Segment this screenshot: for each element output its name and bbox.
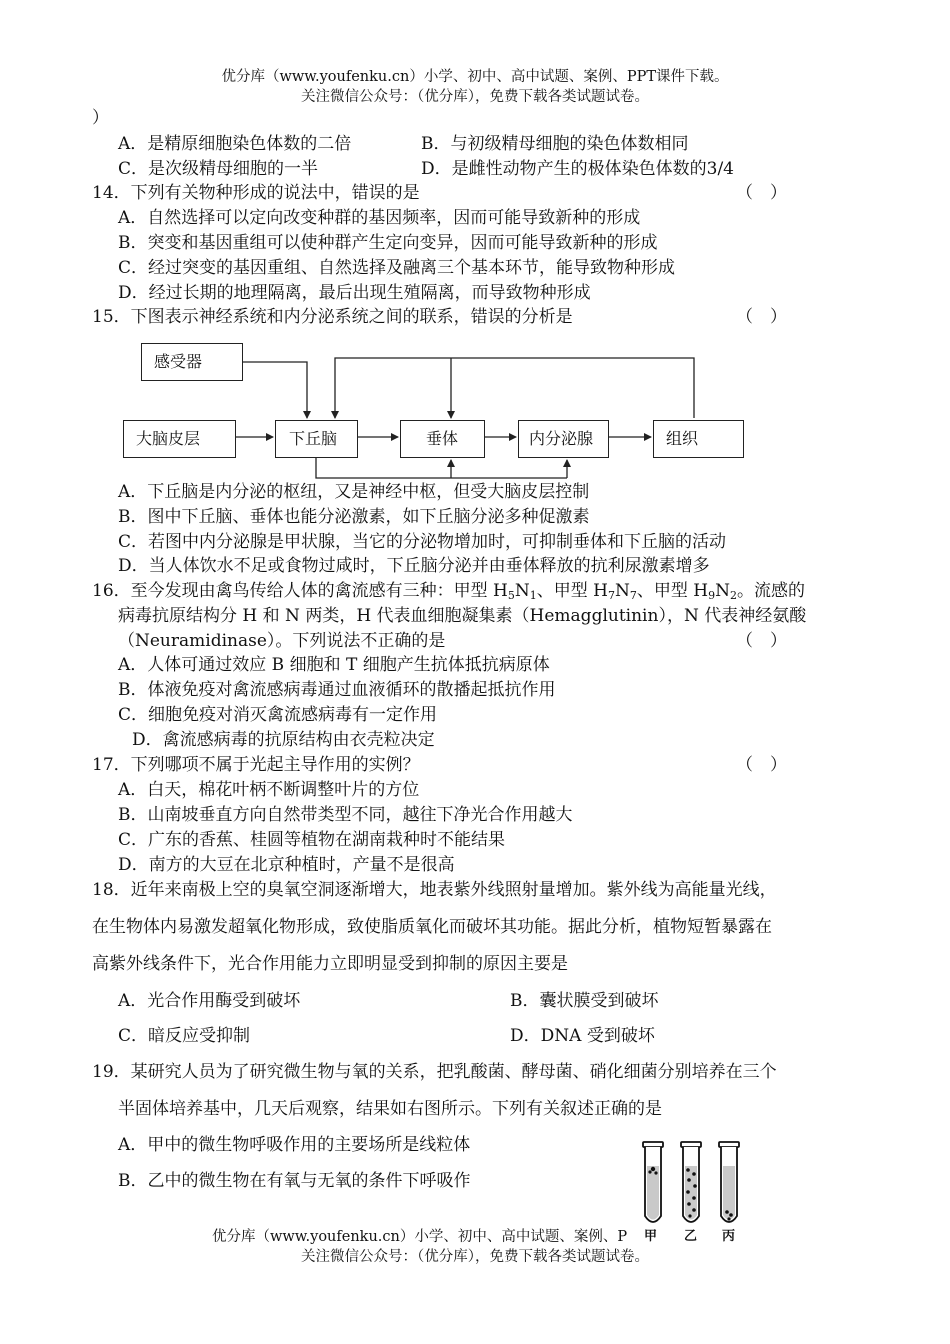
box-pituitary: 垂体 [400,420,485,458]
q15-option-d: D．当人体饮水不足或食物过咸时，下丘脑分泌并由垂体释放的抗利尿激素增多 [118,556,710,576]
q15-answer-paren: （ ） [736,307,787,327]
q14-option-a: A．自然选择可以定向改变种群的基因频率，因而可能导致新种的形成 [118,208,641,228]
q18-option-d: D．DNA 受到破坏 [510,1026,655,1046]
box-tissue: 组织 [653,420,744,458]
q18-stem-line-2: 在生物体内易激发超氧化物形成，致使脂质氧化而破坏其功能。据此分析，植物短暂暴露在 [92,917,772,937]
q16-option-b: B．体液免疫对禽流感病毒通过血液循环的散播起抵抗作用 [118,680,556,700]
q17-option-a: A．白天，棉花叶柄不断调整叶片的方位 [118,780,420,800]
q15-option-c: C．若图中内分泌腺是甲状腺，当它的分泌物增加时，可抑制垂体和下丘脑的活动 [118,532,727,552]
q18-option-a: A．光合作用酶受到破坏 [118,991,301,1011]
q19-option-a: A．甲中的微生物呼吸作用的主要场所是线粒体 [118,1135,471,1155]
q17-answer-paren: （ ） [736,755,787,775]
q18-option-b: B．囊状膜受到破坏 [510,991,659,1011]
q14-answer-paren: （ ） [736,183,787,203]
q15-option-b: B．图中下丘脑、垂体也能分泌激素，如下丘脑分泌多种促激素 [118,507,590,527]
q19-stem-line-2: 半固体培养基中，几天后观察，结果如右图所示。下列有关叙述正确的是 [118,1099,662,1119]
q17-option-c: C．广东的香蕉、桂圆等植物在湖南栽种时不能结果 [118,830,506,850]
q13-option-c: C．是次级精母细胞的一半 [118,159,319,179]
q15-stem: 15．下图表示神经系统和内分泌系统之间的联系，错误的分析是 [92,307,573,327]
q17-stem: 17．下列哪项不属于光起主导作用的实例？ [92,755,420,775]
q16-option-d: D．禽流感病毒的抗原结构由衣壳粒决定 [132,730,435,750]
box-hypothalamus: 下丘脑 [275,420,358,458]
tube-jia-rim [643,1142,663,1147]
q13-option-d: D．是雌性动物产生的极体染色体数的3/4 [421,159,734,179]
q17-option-d: D．南方的大豆在北京种植时，产量不是很高 [118,855,455,875]
q13-option-b: B．与初级精母细胞的染色体数相同 [421,134,689,154]
q15-diagram-arrows [0,0,950,490]
q19-test-tube-figure [632,1136,752,1246]
q14-option-d: D．经过长期的地理隔离，最后出现生殖隔离，而导致物种形成 [118,283,591,303]
footer-line-2: 关注微信公众号：（优分库），免费下载各类试题试卷。 [301,1249,649,1265]
box-endocrine-gland: 内分泌腺 [518,420,609,458]
feedback-line-bottom [316,456,567,478]
box-receptor: 感受器 [141,343,243,381]
tube-yi-rim [681,1142,701,1147]
q16-stem-line-2: 病毒抗原结构分 H 和 N 两类，H 代表血细胞凝集素（Hemagglutinin），N 代表神经氨酸 [118,606,807,626]
q18-stem-line-3: 高紫外线条件下，光合作用能力立即明显受到抑制的原因主要是 [92,954,568,974]
q15-option-a: A．下丘脑是内分泌的枢纽，又是神经中枢，但受大脑皮层控制 [118,482,590,502]
q13-option-a: A．是精原细胞染色体数的二倍 [118,134,352,154]
tube-label-jia: 甲 [644,1229,658,1244]
header-line-1: 优分库（www.youfenku.cn）小学、初中、高中试题、案例、PPT课件下载。 [221,69,729,85]
q19-stem-line-1: 19．某研究人员为了研究微生物与氧的关系，把乳酸菌、酵母菌、硝化细菌分别培养在三个 [92,1062,777,1082]
q16-stem-line-3: （Neuramidinase）。下列说法不正确的是 [118,631,446,651]
tube-label-bing: 丙 [722,1229,736,1244]
q14-option-b: B．突变和基因重组可以使种群产生定向变异，因而可能导致新种的形成 [118,233,658,253]
q16-answer-paren: （ ） [736,631,787,651]
arrow-tissue-to-hypothalamus [335,358,694,418]
q16-stem-line-1: 16．至今发现由禽鸟传给人体的禽流感有三种：甲型 $H_5N_1$、甲型 $H_7N_7$、甲型 $H_9N_2$。流感的 [92,581,805,602]
q18-option-c: C．暗反应受抑制 [118,1026,251,1046]
box-cerebral-cortex: 大脑皮层 [123,420,236,458]
header-line-2: 关注微信公众号：（优分库），免费下载各类试题试卷。 [301,89,649,105]
q16-option-c: C．细胞免疫对消灭禽流感病毒有一定作用 [118,705,438,725]
q17-option-b: B．山南坡垂直方向自然带类型不同，越往下净光合作用越大 [118,805,573,825]
footer-line-1: 优分库（www.youfenku.cn）小学、初中、高中试题、案例、P [212,1229,628,1245]
q13-lead: ） [92,108,109,128]
q16-option-a: A．人体可通过效应 B 细胞和 T 细胞产生抗体抵抗病原体 [118,655,550,675]
tube-label-yi: 乙 [684,1229,698,1244]
q18-stem-line-1: 18．近年来南极上空的臭氧空洞逐渐增大，地表紫外线照射量增加。紫外线为高能量光线， [92,880,777,900]
tube-bing-rim [719,1142,739,1147]
q19-option-b: B．乙中的微生物在有氧与无氧的条件下呼吸作 [118,1171,471,1191]
q14-option-c: C．经过突变的基因重组、自然选择及融离三个基本环节，能导致物种形成 [118,258,676,278]
arrow-receptor-to-hypothalamus [243,362,307,418]
q14-stem: 14．下列有关物种形成的说法中，错误的是 [92,183,420,203]
